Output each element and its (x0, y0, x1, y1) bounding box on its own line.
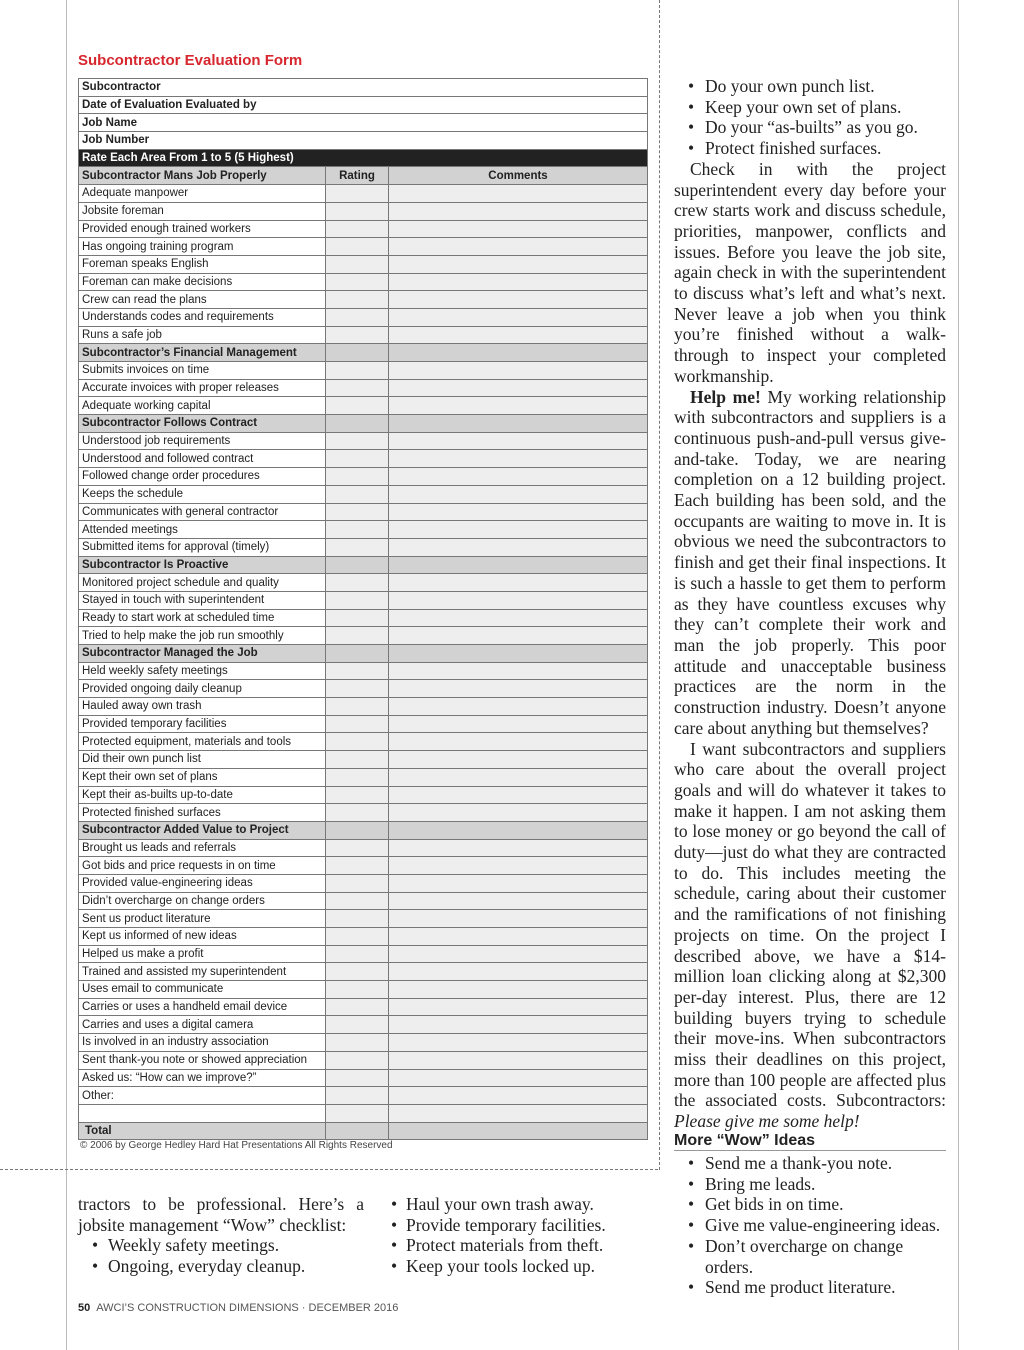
criterion-row (79, 238, 648, 256)
rating-cell[interactable] (326, 485, 389, 503)
criterion-row (79, 538, 648, 556)
criterion-row (79, 1034, 648, 1052)
form-cutline-vertical (659, 0, 660, 1170)
comments-cell[interactable] (389, 503, 648, 521)
criterion-label: Foreman can make decisions (79, 273, 326, 291)
rating-cell[interactable] (326, 273, 389, 291)
criterion-row (79, 273, 648, 291)
comments-cell[interactable] (389, 963, 648, 981)
checklist-continued (674, 76, 946, 159)
help-me-lead: Help me! (690, 386, 761, 407)
criterion-label: Brought us leads and referrals (79, 839, 326, 857)
bullet-item: • Weekly safety meetings. (78, 1235, 364, 1256)
section-header-row (79, 167, 648, 185)
rating-cell[interactable] (326, 538, 389, 556)
rating-cell[interactable] (326, 786, 389, 804)
comments-cell[interactable] (389, 591, 648, 609)
comments-cell[interactable] (389, 308, 648, 326)
criterion-row (79, 326, 648, 344)
comments-cell[interactable] (389, 857, 648, 875)
rating-cell[interactable] (326, 362, 389, 380)
total-row (79, 1122, 648, 1140)
criterion-row (79, 981, 648, 999)
rating-cell[interactable] (326, 609, 389, 627)
criterion-row (79, 609, 648, 627)
bullet-item: • Protect materials from theft. (388, 1235, 648, 1256)
page-edge-left (66, 0, 67, 1350)
comments-cell[interactable] (389, 662, 648, 680)
criterion-row (79, 1051, 648, 1069)
comments-cell[interactable] (389, 220, 648, 238)
comments-cell[interactable] (389, 680, 648, 698)
paragraph-want (674, 739, 946, 1132)
form-header-row (79, 79, 648, 97)
paragraph-check-in: Check in with the project superintendent every day before your crew starts work and discuss schedule, priorities, manpower, conflicts and issues. Before you leave the job site, again check in with the superintendent to discuss what’s left and what’s next. Never leave a job when you think you’re finished without a walk-through to inspect your completed workmanship. (674, 158, 946, 386)
criterion-row (79, 220, 648, 238)
rating-cell[interactable] (326, 1069, 389, 1087)
criterion-label: Adequate manpower (79, 185, 326, 203)
criterion-label: Attended meetings (79, 521, 326, 539)
comments-cell[interactable] (389, 485, 648, 503)
criterion-label: Keeps the schedule (79, 485, 326, 503)
comments-cell[interactable] (389, 397, 648, 415)
criterion-row (79, 786, 648, 804)
criterion-label: Provided value-engineering ideas (79, 874, 326, 892)
criterion-row (79, 1016, 648, 1034)
rating-cell[interactable] (326, 591, 389, 609)
section-title: Subcontractor Follows Contract (79, 415, 326, 433)
form-cutline-horizontal (0, 1169, 658, 1170)
rating-cell[interactable] (326, 1051, 389, 1069)
section-header-row (79, 821, 648, 839)
rating-column-header: Rating (326, 167, 389, 185)
rating-cell[interactable] (326, 308, 389, 326)
total-label: Total (79, 1122, 326, 1140)
comments-cell[interactable] (389, 1051, 648, 1069)
rating-cell[interactable] (326, 574, 389, 592)
criterion-label: Foreman speaks English (79, 255, 326, 273)
criterion-row (79, 928, 648, 946)
criterion-label: Hauled away own trash (79, 698, 326, 716)
comments-cell[interactable] (389, 238, 648, 256)
comments-cell[interactable] (389, 450, 648, 468)
rating-cell[interactable] (326, 733, 389, 751)
rating-scale-row (79, 149, 648, 167)
criterion-row (79, 255, 648, 273)
rating-cell[interactable] (326, 450, 389, 468)
criterion-row (79, 1069, 648, 1087)
rating-cell[interactable] (326, 874, 389, 892)
rating-cell[interactable] (326, 804, 389, 822)
criterion-row (79, 857, 648, 875)
rating-cell[interactable] (326, 185, 389, 203)
comments-cell[interactable] (389, 1034, 648, 1052)
criterion-row (79, 202, 648, 220)
rating-cell[interactable] (326, 751, 389, 769)
page-footer (78, 1302, 398, 1314)
criterion-row (79, 468, 648, 486)
criterion-row (79, 768, 648, 786)
criterion-row (79, 521, 648, 539)
comments-cell[interactable] (389, 468, 648, 486)
section-header-blank (389, 556, 648, 574)
criterion-row (79, 715, 648, 733)
criterion-label: Jobsite foreman (79, 202, 326, 220)
comments-cell[interactable] (389, 538, 648, 556)
bullet-item: • Do your “as-builts” as you go. (674, 117, 946, 138)
rating-cell[interactable] (326, 1016, 389, 1034)
section-header-blank (326, 344, 389, 362)
criterion-row (79, 751, 648, 769)
comments-cell[interactable] (389, 627, 648, 645)
comments-cell[interactable] (389, 1069, 648, 1087)
rating-cell[interactable] (326, 662, 389, 680)
criterion-row (79, 362, 648, 380)
criterion-label: Kept their as-builts up-to-date (79, 786, 326, 804)
bullet-item: • Ongoing, everyday cleanup. (78, 1256, 364, 1277)
criterion-label: Communicates with general contractor (79, 503, 326, 521)
comments-cell[interactable] (389, 910, 648, 928)
criterion-row (79, 945, 648, 963)
comments-cell[interactable] (389, 945, 648, 963)
blank-cell[interactable] (79, 1104, 326, 1122)
form-header-label: Job Number (79, 132, 648, 150)
bullet-item: • Get bids in on time. (674, 1194, 954, 1215)
criterion-label: Protected equipment, materials and tools (79, 733, 326, 751)
comments-cell[interactable] (389, 981, 648, 999)
criterion-label: Has ongoing training program (79, 238, 326, 256)
criterion-row (79, 591, 648, 609)
criterion-row (79, 698, 648, 716)
more-wow-heading: More “Wow” Ideas (674, 1132, 946, 1151)
criterion-row (79, 291, 648, 309)
rating-cell[interactable] (326, 432, 389, 450)
rating-cell[interactable] (326, 397, 389, 415)
bottom-middle-column (388, 1194, 648, 1277)
rating-cell[interactable] (326, 379, 389, 397)
criterion-label: Helped us make a profit (79, 945, 326, 963)
comments-cell[interactable] (389, 786, 648, 804)
rating-cell[interactable] (326, 1087, 389, 1105)
section-header-blank (326, 821, 389, 839)
bullet-item: • Don’t overcharge on change orders. (674, 1236, 954, 1277)
criterion-row (79, 1087, 648, 1105)
rating-cell[interactable] (326, 291, 389, 309)
section-header-blank (389, 415, 648, 433)
blank-cell[interactable] (389, 1104, 648, 1122)
comments-cell[interactable] (389, 733, 648, 751)
comments-cell[interactable] (389, 928, 648, 946)
criterion-label: Understood and followed contract (79, 450, 326, 468)
criterion-row (79, 874, 648, 892)
rating-cell[interactable] (326, 1034, 389, 1052)
form-copyright: © 2006 by George Hedley Hard Hat Presentations All Rights Reserved (80, 1140, 393, 1151)
criterion-label: Asked us: “How can we improve?” (79, 1069, 326, 1087)
criterion-label: Monitored project schedule and quality (79, 574, 326, 592)
rating-cell[interactable] (326, 715, 389, 733)
criterion-row (79, 503, 648, 521)
right-column (674, 76, 946, 1132)
criterion-row (79, 308, 648, 326)
bullet-item: • Provide temporary facilities. (388, 1215, 648, 1236)
criterion-row (79, 839, 648, 857)
criterion-label: Held weekly safety meetings (79, 662, 326, 680)
criterion-row (79, 910, 648, 928)
criterion-label: Carries and uses a digital camera (79, 1016, 326, 1034)
criterion-label: Provided enough trained workers (79, 220, 326, 238)
criterion-label: Crew can read the plans (79, 291, 326, 309)
comments-column-header: Comments (389, 167, 648, 185)
section-header-row (79, 344, 648, 362)
section-title: Subcontractor Mans Job Properly (79, 167, 326, 185)
criterion-label: Kept their own set of plans (79, 768, 326, 786)
comments-cell[interactable] (389, 326, 648, 344)
form-header-row (79, 114, 648, 132)
comments-cell[interactable] (389, 273, 648, 291)
criterion-label: Other: (79, 1087, 326, 1105)
help-me-body: My working relationship with subcontractors and suppliers is a continuous push-and-pull versus give-and-take. Today, we are nearing completion on a 12 building project. Each building has been sold, and the occupants are waiting to move in. It is obvious we need the subcontractors to finish and get their final inspections. It is such a hassle to get them to perform as they have countless excuses why they can’t complete their work and man the job properly. This poor attitude and unacceptable business practices are the norm in the construction industry. Doesn’t anyone care about anything but themselves? (674, 386, 946, 738)
comments-cell[interactable] (389, 998, 648, 1016)
bullet-item: • Give me value-engineering ideas. (674, 1215, 954, 1236)
rating-cell[interactable] (326, 468, 389, 486)
comments-cell[interactable] (389, 202, 648, 220)
total-comments-cell[interactable] (389, 1122, 648, 1140)
rating-cell[interactable] (326, 998, 389, 1016)
comments-cell[interactable] (389, 609, 648, 627)
comments-cell[interactable] (389, 768, 648, 786)
criterion-row (79, 185, 648, 203)
comments-cell[interactable] (389, 1087, 648, 1105)
criterion-label: Provided temporary facilities (79, 715, 326, 733)
comments-cell[interactable] (389, 874, 648, 892)
comments-cell[interactable] (389, 892, 648, 910)
criterion-row (79, 397, 648, 415)
blank-cell[interactable] (326, 1104, 389, 1122)
criterion-label: Understands codes and requirements (79, 308, 326, 326)
criterion-label: Runs a safe job (79, 326, 326, 344)
rating-cell[interactable] (326, 220, 389, 238)
rating-scale-label: Rate Each Area From 1 to 5 (5 Highest) (79, 149, 648, 167)
section-title: Subcontractor Added Value to Project (79, 821, 326, 839)
rating-cell[interactable] (326, 981, 389, 999)
criterion-row (79, 627, 648, 645)
rating-cell[interactable] (326, 255, 389, 273)
section-title: Subcontractor’s Financial Management (79, 344, 326, 362)
comments-cell[interactable] (389, 574, 648, 592)
rating-cell[interactable] (326, 202, 389, 220)
comments-cell[interactable] (389, 521, 648, 539)
form-header-row (79, 96, 648, 114)
criterion-label: Adequate working capital (79, 397, 326, 415)
criterion-label: Submitted items for approval (timely) (79, 538, 326, 556)
criterion-label: Provided ongoing daily cleanup (79, 680, 326, 698)
bullet-item: • Protect finished surfaces. (674, 138, 946, 159)
comments-cell[interactable] (389, 255, 648, 273)
criterion-label: Sent us product literature (79, 910, 326, 928)
form-header-label: Job Name (79, 114, 648, 132)
comments-cell[interactable] (389, 698, 648, 716)
comments-cell[interactable] (389, 379, 648, 397)
criterion-label: Understood job requirements (79, 432, 326, 450)
form-header-label: Date of Evaluation Evaluated by (79, 96, 648, 114)
bullet-item: • Keep your tools locked up. (388, 1256, 648, 1277)
bullet-item: • Send me product literature. (674, 1277, 954, 1298)
paragraph-help-me (674, 387, 946, 739)
rating-cell[interactable] (326, 768, 389, 786)
section-header-blank (326, 415, 389, 433)
rating-cell[interactable] (326, 521, 389, 539)
bottom-left-column (78, 1194, 364, 1277)
section-header-blank (389, 344, 648, 362)
rating-cell[interactable] (326, 698, 389, 716)
criterion-row (79, 574, 648, 592)
comments-cell[interactable] (389, 432, 648, 450)
rating-cell[interactable] (326, 857, 389, 875)
criterion-row (79, 662, 648, 680)
criterion-row (79, 485, 648, 503)
rating-cell[interactable] (326, 503, 389, 521)
comments-cell[interactable] (389, 715, 648, 733)
section-header-blank (326, 556, 389, 574)
total-rating-cell[interactable] (326, 1122, 389, 1140)
section-header-blank (389, 645, 648, 663)
criterion-row (79, 733, 648, 751)
checklist-intro: tractors to be professional. Here’s a jobsite management “Wow” checklist: (78, 1194, 364, 1235)
rating-cell[interactable] (326, 963, 389, 981)
criterion-label: Kept us informed of new ideas (79, 928, 326, 946)
criterion-row (79, 963, 648, 981)
criterion-row (79, 892, 648, 910)
publication-name: AWCI’S CONSTRUCTION DIMENSIONS · DECEMBER 2016 (96, 1302, 399, 1314)
criterion-row (79, 804, 648, 822)
rating-cell[interactable] (326, 945, 389, 963)
criterion-label: Uses email to communicate (79, 981, 326, 999)
criterion-label: Trained and assisted my superintendent (79, 963, 326, 981)
bullet-item: • Do your own punch list. (674, 76, 946, 97)
criterion-label: Followed change order procedures (79, 468, 326, 486)
criterion-row (79, 450, 648, 468)
blank-row (79, 1104, 648, 1122)
rating-cell[interactable] (326, 892, 389, 910)
bullet-item: • Keep your own set of plans. (674, 97, 946, 118)
page-edge-right (958, 0, 959, 1350)
criterion-label: Accurate invoices with proper releases (79, 379, 326, 397)
page-number: 50 (78, 1302, 91, 1314)
criterion-row (79, 379, 648, 397)
comments-cell[interactable] (389, 1016, 648, 1034)
comments-cell[interactable] (389, 362, 648, 380)
criterion-label: Submits invoices on time (79, 362, 326, 380)
form-title: Subcontractor Evaluation Form (78, 52, 303, 69)
section-title: Subcontractor Managed the Job (79, 645, 326, 663)
criterion-row (79, 432, 648, 450)
comments-cell[interactable] (389, 839, 648, 857)
criterion-label: Stayed in touch with superintendent (79, 591, 326, 609)
section-header-row (79, 645, 648, 663)
criterion-label: Protected finished surfaces (79, 804, 326, 822)
bullet-item: • Bring me leads. (674, 1174, 954, 1195)
criterion-label: Tried to help make the job run smoothly (79, 627, 326, 645)
criterion-label: Ready to start work at scheduled time (79, 609, 326, 627)
comments-cell[interactable] (389, 291, 648, 309)
section-title: Subcontractor Is Proactive (79, 556, 326, 574)
criterion-label: Sent thank-you note or showed appreciation (79, 1051, 326, 1069)
want-italic-tail: Please give me some help! (674, 1111, 860, 1132)
bullet-item: • Haul your own trash away. (388, 1194, 648, 1215)
form-header-label: Subcontractor (79, 79, 648, 97)
comments-cell[interactable] (389, 804, 648, 822)
rating-cell[interactable] (326, 326, 389, 344)
section-header-row (79, 556, 648, 574)
section-header-blank (326, 645, 389, 663)
section-header-row (79, 415, 648, 433)
want-body: I want subcontractors and suppliers who care about the overall project goals and will do whatever it takes to make it happen. I am not asking them to lose money or go beyond the call of duty—just do what they are contracted to do. This includes meeting the schedule, caring about their customer and the ramifications of not finishing projects on time. On the project I described above, we have a $14-million loan clicking along at $2,300 per-day interest. Plus, there are 12 building buyers trying to schedule their move-ins. When subcontractors miss their deadlines on this project, more than 100 people are affected plus the associated costs. Subcontractors: (674, 738, 946, 1111)
section-header-blank (389, 821, 648, 839)
criterion-row (79, 998, 648, 1016)
criterion-row (79, 680, 648, 698)
comments-cell[interactable] (389, 751, 648, 769)
rating-cell[interactable] (326, 928, 389, 946)
criterion-label: Is involved in an industry association (79, 1034, 326, 1052)
criterion-label: Didn’t overcharge on change orders (79, 892, 326, 910)
rating-cell[interactable] (326, 238, 389, 256)
rating-cell[interactable] (326, 627, 389, 645)
criterion-label: Got bids and price requests in on time (79, 857, 326, 875)
rating-cell[interactable] (326, 839, 389, 857)
criterion-label: Did their own punch list (79, 751, 326, 769)
criterion-label: Carries or uses a handheld email device (79, 998, 326, 1016)
form-header-row (79, 132, 648, 150)
comments-cell[interactable] (389, 185, 648, 203)
rating-cell[interactable] (326, 910, 389, 928)
rating-cell[interactable] (326, 680, 389, 698)
evaluation-form-table (78, 78, 648, 1140)
more-wow-list (674, 1153, 954, 1298)
bullet-item: • Send me a thank-you note. (674, 1153, 954, 1174)
